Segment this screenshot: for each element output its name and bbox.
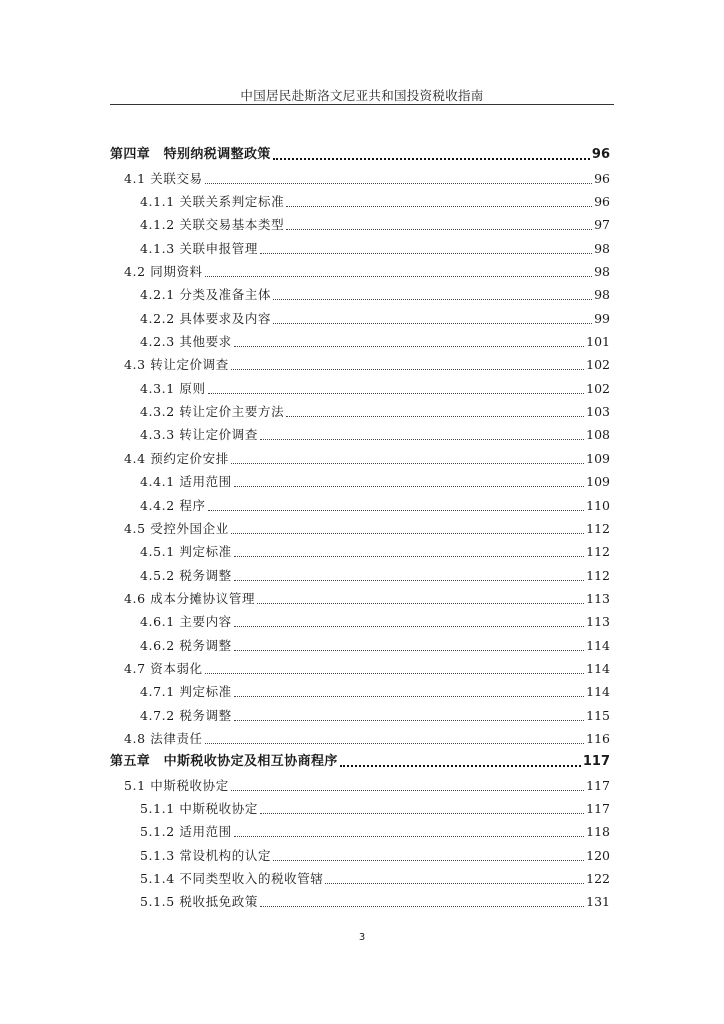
dot-leader <box>231 369 584 370</box>
toc-entry-title: 5.1 中斯税收协定 <box>124 777 229 793</box>
toc-entry-page: 98 <box>594 264 610 280</box>
toc-entry-page: 109 <box>586 474 610 490</box>
toc-entry-title: 4.4 预约定价安排 <box>124 450 229 466</box>
dot-leader <box>234 556 584 557</box>
toc-entry-title: 4.2 同期资料 <box>124 264 203 280</box>
toc-entry-page: 96 <box>594 194 610 210</box>
toc-entry-page: 109 <box>586 450 610 466</box>
toc-entry-title: 4.3.3 转让定价调查 <box>140 427 258 443</box>
toc-entry-title: 5.1.5 税收抵免政策 <box>140 894 258 910</box>
toc-entry[interactable] <box>110 187 610 210</box>
toc-entry[interactable] <box>110 233 610 256</box>
toc-entry[interactable] <box>110 560 610 583</box>
dot-leader <box>231 790 584 791</box>
toc-entry-title: 4.6.2 税务调整 <box>140 637 232 653</box>
toc-entry[interactable] <box>110 607 610 630</box>
dot-leader <box>273 323 592 324</box>
dot-leader <box>257 603 584 604</box>
toc-entry-title: 4.6 成本分摊协议管理 <box>124 590 256 606</box>
toc-entry-page: 120 <box>586 847 610 863</box>
dot-leader <box>234 836 584 837</box>
toc-entry-title: 4.7.2 税务调整 <box>140 707 232 723</box>
toc-entry[interactable] <box>110 630 610 653</box>
toc-entry[interactable] <box>110 584 610 607</box>
toc-entry[interactable] <box>110 724 610 747</box>
toc-entry-page: 96 <box>594 170 610 186</box>
toc-entry-page: 101 <box>586 334 610 350</box>
toc-entry[interactable] <box>110 817 610 840</box>
toc-entry-title: 4.7.1 判定标准 <box>140 684 232 700</box>
toc-entry-page: 113 <box>586 590 610 606</box>
dot-leader <box>234 486 584 487</box>
toc-entry-title: 4.7 资本弱化 <box>124 660 203 676</box>
toc-entry-title: 4.3.2 转让定价主要方法 <box>140 404 285 420</box>
dot-leader <box>205 673 584 674</box>
dot-leader <box>273 299 592 300</box>
dot-leader <box>205 743 584 744</box>
toc-entry-title: 4.4.1 适用范围 <box>140 474 232 490</box>
toc-entry-title: 4.3 转让定价调查 <box>124 357 229 373</box>
dot-leader <box>286 206 592 207</box>
dot-leader <box>234 720 584 721</box>
dot-leader <box>234 650 584 651</box>
header-divider <box>110 104 614 105</box>
dot-leader <box>234 580 584 581</box>
dot-leader <box>208 393 585 394</box>
toc-entry[interactable] <box>110 257 610 280</box>
dot-leader <box>260 253 592 254</box>
toc-entry-title: 4.3.1 原则 <box>140 380 206 396</box>
toc-entry-page: 114 <box>586 660 610 676</box>
toc-entry-title: 4.1.3 关联申报管理 <box>140 240 258 256</box>
toc-entry-title: 4.5.2 税务调整 <box>140 567 232 583</box>
toc-entry[interactable] <box>110 467 610 490</box>
dot-leader <box>340 765 581 767</box>
toc-entry-page: 117 <box>586 777 610 793</box>
toc-entry[interactable] <box>110 443 610 466</box>
toc-entry[interactable] <box>110 303 610 326</box>
dot-leader <box>325 883 584 884</box>
dot-leader <box>231 533 584 534</box>
toc-entry-title: 5.1.2 适用范围 <box>140 824 232 840</box>
toc-entry-page: 102 <box>586 357 610 373</box>
toc-entry-page: 96 <box>591 147 610 163</box>
dot-leader <box>205 183 592 184</box>
toc-entry[interactable] <box>110 654 610 677</box>
toc-entry-title: 4.4.2 程序 <box>140 497 206 513</box>
dot-leader <box>286 229 592 230</box>
toc-entry[interactable] <box>110 887 610 910</box>
dot-leader <box>273 158 590 160</box>
toc-entry[interactable] <box>110 770 610 793</box>
toc-entry-page: 112 <box>586 544 610 560</box>
page-number: 3 <box>358 932 366 943</box>
toc-entry[interactable] <box>110 794 610 817</box>
toc-entry-page: 108 <box>586 427 610 443</box>
toc-entry-page: 114 <box>586 684 610 700</box>
toc-entry-page: 113 <box>586 614 610 630</box>
toc-entry-page: 114 <box>586 637 610 653</box>
toc-entry-page: 99 <box>594 310 610 326</box>
toc-entry-page: 117 <box>582 754 610 770</box>
toc-entry[interactable] <box>110 397 610 420</box>
toc-entry[interactable] <box>110 327 610 350</box>
toc-entry-page: 112 <box>586 567 610 583</box>
toc-entry[interactable] <box>110 840 610 863</box>
toc-entry-page: 97 <box>594 217 610 233</box>
dot-leader <box>273 860 584 861</box>
toc-entry-page: 131 <box>586 894 610 910</box>
toc-entry-page: 98 <box>594 240 610 256</box>
toc-entry-title: 4.5.1 判定标准 <box>140 544 232 560</box>
toc-entry-title: 4.5 受控外国企业 <box>124 520 229 536</box>
toc-entry[interactable] <box>110 864 610 887</box>
toc-entry[interactable] <box>110 420 610 443</box>
dot-leader <box>208 510 585 511</box>
toc-chapter-entry[interactable] <box>110 747 610 770</box>
table-of-contents <box>110 140 610 910</box>
toc-entry-title: 4.1.1 关联关系判定标准 <box>140 194 285 210</box>
toc-entry-title: 第五章 中斯税收协定及相互协商程序 <box>110 754 338 770</box>
toc-entry-title: 4.2.2 具体要求及内容 <box>140 310 272 326</box>
toc-entry[interactable] <box>110 163 610 186</box>
toc-entry-title: 5.1.4 不同类型收入的税收管辖 <box>140 871 324 886</box>
toc-entry-page: 112 <box>586 520 610 536</box>
dot-leader <box>231 463 584 464</box>
toc-entry-page: 110 <box>586 497 610 513</box>
toc-entry-title: 4.6.1 主要内容 <box>140 614 232 630</box>
toc-entry-page: 102 <box>586 380 610 396</box>
toc-entry-page: 115 <box>586 707 610 723</box>
toc-entry-title: 4.2.3 其他要求 <box>140 334 232 350</box>
toc-entry[interactable] <box>110 210 610 233</box>
toc-entry-page: 116 <box>586 730 610 746</box>
dot-leader <box>260 813 584 814</box>
toc-entry-title: 4.1.2 关联交易基本类型 <box>140 217 285 233</box>
toc-chapter-entry[interactable] <box>110 140 610 163</box>
toc-entry-page: 118 <box>586 824 610 840</box>
toc-entry-page: 117 <box>586 800 610 816</box>
toc-entry[interactable] <box>110 350 610 373</box>
toc-entry-title: 4.8 法律责任 <box>124 730 203 746</box>
dot-leader <box>205 276 592 277</box>
toc-entry[interactable] <box>110 490 610 513</box>
toc-entry-title: 4.1 关联交易 <box>124 170 203 186</box>
toc-entry[interactable] <box>110 537 610 560</box>
dot-leader <box>234 346 584 347</box>
toc-entry-title: 5.1.3 常设机构的认定 <box>140 847 272 863</box>
dot-leader <box>286 416 584 417</box>
toc-entry[interactable] <box>110 514 610 537</box>
toc-entry[interactable] <box>110 677 610 700</box>
toc-entry-title: 4.2.1 分类及准备主体 <box>140 287 272 303</box>
dot-leader <box>234 696 584 697</box>
toc-entry-title: 第四章 特别纳税调整政策 <box>110 147 271 163</box>
dot-leader <box>260 439 584 440</box>
toc-entry-page: 98 <box>594 287 610 303</box>
toc-entry-page: 103 <box>586 404 610 420</box>
dot-leader <box>260 906 584 907</box>
toc-entry-page: 122 <box>586 871 610 886</box>
toc-entry-title: 5.1.1 中斯税收协定 <box>140 800 258 816</box>
running-header: 中国居民赴斯洛文尼亚共和国投资税收指南 <box>240 88 484 103</box>
toc-entry[interactable] <box>110 373 610 396</box>
dot-leader <box>234 626 584 627</box>
toc-entry[interactable] <box>110 700 610 723</box>
toc-entry[interactable] <box>110 280 610 303</box>
